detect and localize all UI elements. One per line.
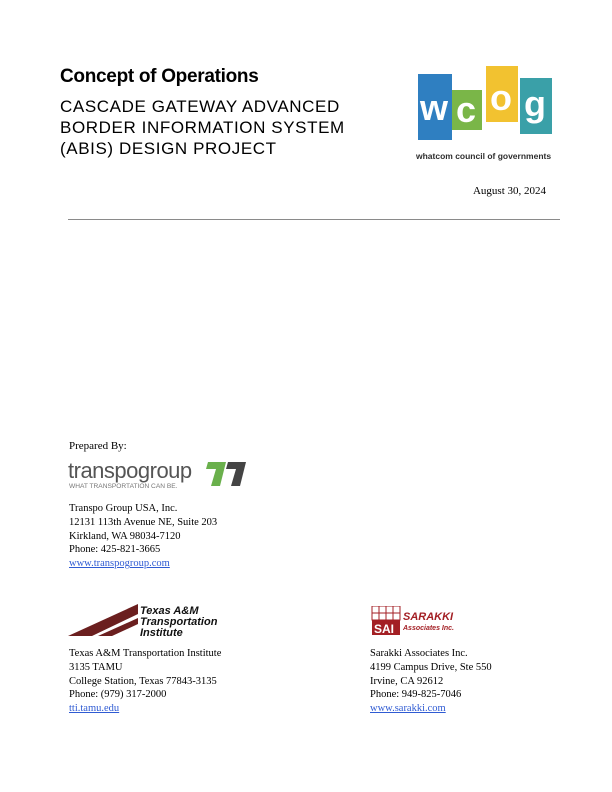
transpo-tagline: WHAT TRANSPORTATION CAN BE. bbox=[69, 483, 178, 490]
contact-line: Sarakki Associates Inc. bbox=[370, 648, 468, 659]
sarakki-contact bbox=[370, 647, 492, 716]
contact-line: Phone: 425-821-3665 bbox=[69, 544, 161, 556]
contact-line: Texas A&M Transportation Institute bbox=[69, 648, 222, 659]
sai-logo-sub: Associates Inc. bbox=[403, 625, 454, 632]
wcog-letter: c bbox=[456, 89, 477, 130]
tti-logo-line: Institute bbox=[140, 627, 183, 638]
subtitle-line: CASCADE GATEWAY ADVANCED bbox=[60, 97, 340, 116]
tti-logo bbox=[68, 602, 228, 638]
prepared-by-label: Prepared By: bbox=[69, 440, 127, 452]
wcog-caption: whatcom council of governments bbox=[416, 151, 552, 161]
transpo-mark-icon bbox=[206, 462, 226, 486]
document-date: August 30, 2024 bbox=[472, 185, 546, 197]
wcog-logo bbox=[416, 64, 556, 164]
tti-road-icon bbox=[68, 604, 138, 636]
page-title: Concept of Operations bbox=[60, 66, 259, 87]
contact-line: Irvine, CA 92612 bbox=[370, 675, 444, 687]
subtitle-line: (ABIS) DESIGN PROJECT bbox=[60, 139, 277, 158]
contact-line: Kirkland, WA 98034-7120 bbox=[69, 530, 181, 542]
tti-logo-line: Texas A&M bbox=[140, 605, 199, 617]
tti-contact bbox=[69, 647, 221, 716]
contact-line: Phone: (979) 317-2000 bbox=[69, 689, 167, 701]
wcog-letter: g bbox=[524, 83, 546, 124]
tti-website-link[interactable]: tti.tamu.edu bbox=[69, 703, 120, 715]
wcog-letter: o bbox=[490, 77, 512, 118]
contact-line: 12131 113th Avenue NE, Suite 203 bbox=[69, 516, 218, 528]
sai-logo-name: SARAKKI bbox=[403, 611, 454, 623]
contact-line: College Station, Texas 77843-3135 bbox=[69, 675, 217, 687]
divider bbox=[68, 219, 560, 220]
transpo-logo-name: transpogroup bbox=[68, 458, 192, 483]
subtitle-line: BORDER INFORMATION SYSTEM bbox=[60, 118, 345, 137]
contact-line: Phone: 949-825-7046 bbox=[370, 689, 462, 701]
transpo-website-link[interactable]: www.transpogroup.com bbox=[69, 558, 170, 570]
sarakki-logo bbox=[370, 606, 470, 636]
contact-line: Transpo Group USA, Inc. bbox=[69, 503, 178, 514]
wcog-letter: w bbox=[420, 87, 449, 128]
sai-abbr: SAI bbox=[374, 622, 395, 636]
contact-line: 4199 Campus Drive, Ste 550 bbox=[370, 661, 492, 673]
sarakki-website-link[interactable]: www.sarakki.com bbox=[370, 703, 446, 715]
transpo-mark-icon bbox=[226, 462, 246, 486]
transpo-group-logo bbox=[68, 458, 258, 490]
tti-logo-line: Transportation bbox=[140, 616, 218, 628]
project-subtitle bbox=[60, 96, 390, 159]
contact-line: 3135 TAMU bbox=[69, 661, 123, 673]
transpo-contact bbox=[69, 502, 217, 571]
